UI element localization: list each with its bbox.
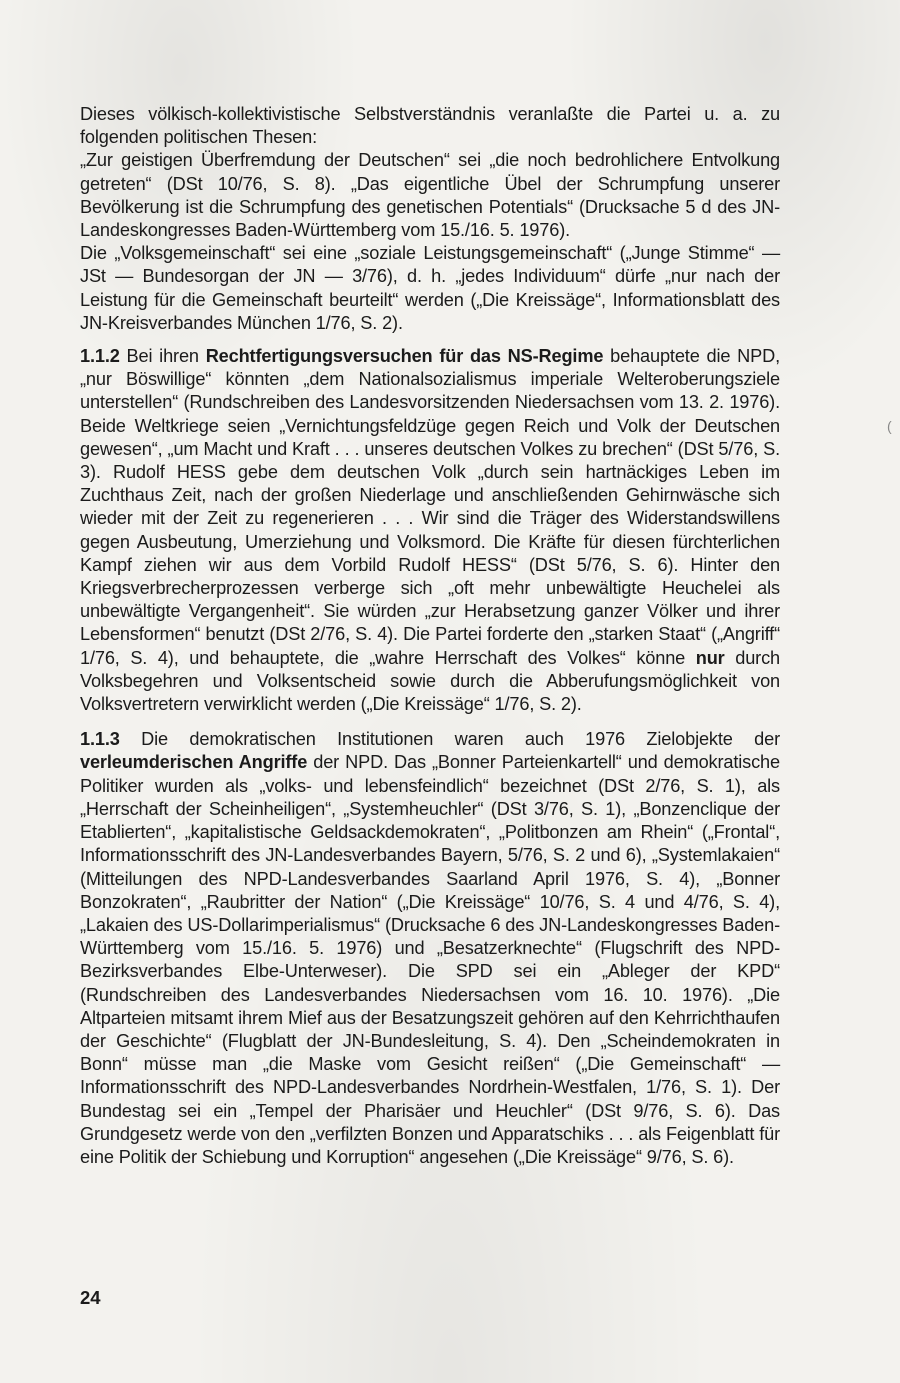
thesis-paragraph-1 <box>80 149 780 242</box>
section-1-1-2-bold-heading: Rechtfertigungsversuchen für das NS-Regime <box>205 346 604 367</box>
body-text <box>80 103 780 1169</box>
section-1-1-3-text: der NPD. Das „Bonner Parteienkartell“ und demokratische Politiker wurden als „volks- und lebensfeindlich“ bezeichnet (DSt 2/76, S. 1), als „Herrschaft der Scheinheiligen“, „Systemheuchler“ (DSt 3/76, S. 1), „Bonzenclique der Etablierten“, „kapitalistische Geldsackdemokraten“, „Politbonzen am Rhein“ („Frontal“, Informationsschrift des JN-Landesverbandes Bayern, 5/76, S. 2 und 6), „Systemlakaien“ (Mitteilungen des NPD-Landesverbandes Saarland April 1976, S. 4), „Bonner Bonzokraten“, „Raubritter der Nation“ („Die Kreissäge“ 10/76, S. 4 und 4/76, S. 4), „Lakaien des US-Dollarimperialismus“ (Drucksache 6 des JN-Landeskongresses Baden-Württemberg vom 15./16. 5. 1976) und „Besatzerknechte“ (Flugschrift des NPD-Bezirksverbandes Elbe-Unterweser). Die SPD sei ein „Ableger der KPD“ (Rundschreiben des Landesverbandes Niedersachsen vom 16. 10. 1976). „Die Altparteien mitsamt ihrem Mief aus der Besatzungszeit gehören auf den Kehrrichthaufen der Geschichte“ (Flugblatt der JN-Bundesleitung, S. 4). Den „Scheindemokraten in Bonn“ müsse man „die Maske vom Gesicht reißen“ („Die Gemeinschaft“ — Informationsschrift des NPD-Landesverbandes Nordrhein-Westfalen, 1/76, S. 1). Der Bundestag sei ein „Tempel der Pharisäer und Heuchler“ (DSt 9/76, S. 6). Das Grundgesetz werde von den „verfilzten Bonzen und Apparatschiks . . . als Feigenblatt für eine Politik der Schiebung und Korruption“ angesehen („Die Kreissäge“ 9/76, S. 6). <box>80 752 780 1167</box>
section-number-1-1-3: 1.1.3 <box>80 729 120 750</box>
section-1-1-2-text-a: behauptete die NPD, „nur Böswillige“ könnten „dem Nationalsozialismus imperiale Welteroberungsziele unterstellen“ (Rundschreiben des Landesvorsitzenden Niedersachsen vom 13. 2. 1976). Beide Weltkriege seien „Vernichtungsfeldzüge gegen Reich und Volk der Deutschen gewesen“, „um Macht und Kraft . . . unseres deutschen Volkes zu brechen“ (DSt 5/76, S. 3). Rudolf HESS gebe dem deutschen Volk „durch sein hartnäckiges Leben im Zuchthaus Zeit, nach der großen Niederlage und anschließenden Gehirnwäsche sich wieder mit der Zeit zu regenerieren . . . Wir sind die Träger des Widerstandswillens gegen Ausbeutung, Umerziehung und Volksmord. Die Kräfte für diesen fürchterlichen Kampf ziehen wir aus dem Vorbild Rudolf HESS“ (DSt 5/76, S. 6). Hinter den Kriegsverbrecherprozessen verberge sich „oft mehr unbewältigte Heuchelei als unbewältigte Vergangenheit“. Sie würden „zur Herabsetzung ganzer Völker und ihrer Lebensformen“ benutzt (DSt 2/76, S. 4). Die Partei forderte den „starken Staat“ („Angriff“ 1/76, S. 4), und behauptete, die „wahre Herrschaft des Volkes“ könne <box>80 346 780 668</box>
section-number-1-1-2: 1.1.2 <box>80 346 120 367</box>
thesis-2-text: Die „Volksgemeinschaft“ sei eine „soziale Leistungsgemeinschaft“ („Junge Stimme“ — JSt — Bundesorgan der JN — 3/76), d. h. „jedes Individuum“ dürfe „nur nach der Leistung für die Gemeinschaft beurteilt“ werden („Die Kreissäge“, Informationsblatt des JN-Kreisverbandes München 1/76, S. 2). <box>80 243 780 333</box>
section-1-1-2-text-b: durch Volksbegehren und Volksentscheid sowie durch die Abberufungsmöglichkeit von Volksvertretern verwirklicht werden („Die Kreissäge“ 1/76, S. 2). <box>80 647 780 715</box>
page-number: 24 <box>80 1287 101 1308</box>
section-1-1-3-bold-heading: verleumderischen Angriffe <box>80 752 308 773</box>
intro-paragraph <box>80 103 780 149</box>
section-1-1-2-intro: Bei ihren <box>119 346 206 367</box>
section-1-1-2 <box>80 345 780 716</box>
section-1-1-3 <box>80 728 780 1169</box>
section-1-1-3-intro: Die demokratischen Institutionen waren auch 1976 Zielobjekte der <box>119 729 780 750</box>
thesis-paragraph-2 <box>80 242 780 335</box>
margin-mark: ( <box>887 418 892 434</box>
section-1-1-2-emphasis: nur <box>695 647 725 668</box>
thesis-1-text: „Zur geistigen Überfremdung der Deutschen“ sei „die noch bedrohlichere Entvolkung getreten“ (DSt 10/76, S. 8). „Das eigentliche Übel der Schrumpfung unserer Bevölkerung ist die Schrumpfung des genetischen Potentials“ (Drucksache 5 d des JN-Landeskongresses Baden-Württemberg vom 15./16. 5. 1976). <box>80 150 780 241</box>
intro-text: Dieses völkisch-kollektivistische Selbstverständnis veranlaßte die Partei u. a. zu folgenden politischen Thesen: <box>80 104 780 148</box>
